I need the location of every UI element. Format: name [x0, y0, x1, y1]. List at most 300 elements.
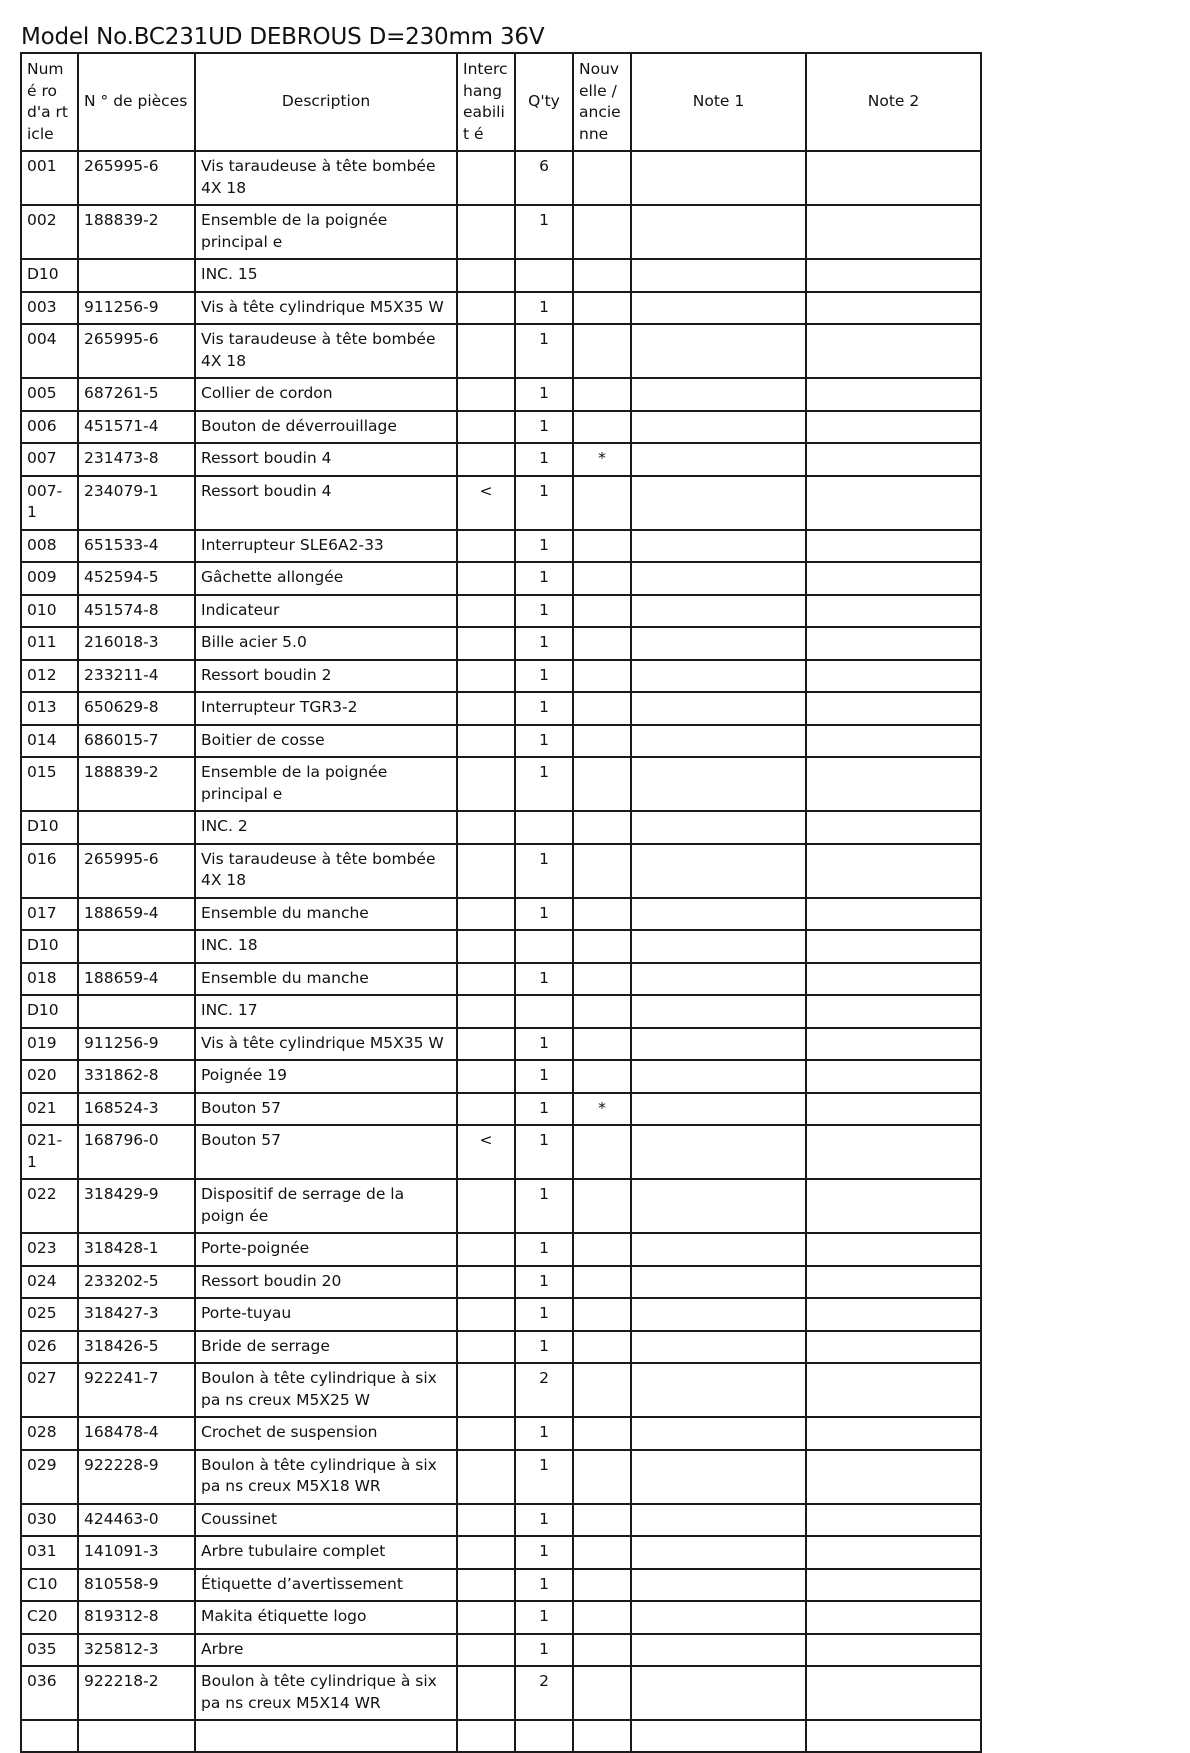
cell-interchangeability: [457, 595, 515, 628]
cell-new-old: [573, 757, 631, 811]
cell-article-number: 002: [21, 205, 78, 259]
cell-description: Ressort boudin 2: [195, 660, 457, 693]
cell-note-1: [631, 1266, 806, 1299]
cell-quantity: 1: [515, 963, 573, 996]
cell-new-old: [573, 1634, 631, 1667]
cell-new-old: [573, 1331, 631, 1364]
cell-note-1: [631, 259, 806, 292]
cell-note-2: [806, 930, 981, 963]
table-row: [21, 1504, 981, 1537]
table-row: [21, 595, 981, 628]
cell-note-2: [806, 1028, 981, 1061]
header-new-old: Nouv elle / ancie nne: [573, 53, 631, 151]
cell-part-number: 651533-4: [78, 530, 195, 563]
cell-description: INC. 2: [195, 811, 457, 844]
cell-note-2: [806, 1569, 981, 1602]
cell-article-number: D10: [21, 995, 78, 1028]
cell-interchangeability: [457, 1363, 515, 1417]
cell-quantity: 1: [515, 1417, 573, 1450]
cell-part-number: 318426-5: [78, 1331, 195, 1364]
cell-part-number: 265995-6: [78, 844, 195, 898]
cell-article-number: [21, 1720, 78, 1752]
header-note-2: Note 2: [806, 53, 981, 151]
cell-part-number: 810558-9: [78, 1569, 195, 1602]
cell-part-number: 451571-4: [78, 411, 195, 444]
table-row: [21, 898, 981, 931]
cell-article-number: 021: [21, 1093, 78, 1126]
cell-description: Makita étiquette logo: [195, 1601, 457, 1634]
cell-part-number: 231473-8: [78, 443, 195, 476]
cell-quantity: [515, 811, 573, 844]
cell-note-2: [806, 1331, 981, 1364]
cell-part-number: 922241-7: [78, 1363, 195, 1417]
cell-note-1: [631, 411, 806, 444]
cell-part-number: 452594-5: [78, 562, 195, 595]
cell-article-number: 012: [21, 660, 78, 693]
cell-new-old: [573, 844, 631, 898]
cell-part-number: 216018-3: [78, 627, 195, 660]
cell-article-number: C10: [21, 1569, 78, 1602]
cell-note-2: [806, 1298, 981, 1331]
table-row: [21, 1125, 981, 1179]
cell-article-number: 009: [21, 562, 78, 595]
cell-quantity: 1: [515, 1634, 573, 1667]
table-row: [21, 1634, 981, 1667]
cell-note-1: [631, 1601, 806, 1634]
cell-interchangeability: [457, 562, 515, 595]
cell-interchangeability: [457, 1179, 515, 1233]
cell-note-1: [631, 627, 806, 660]
cell-part-number: 318428-1: [78, 1233, 195, 1266]
cell-article-number: D10: [21, 930, 78, 963]
cell-new-old: [573, 562, 631, 595]
cell-note-2: [806, 151, 981, 205]
cell-interchangeability: [457, 1504, 515, 1537]
cell-note-2: [806, 898, 981, 931]
cell-note-1: [631, 1666, 806, 1720]
cell-note-2: [806, 530, 981, 563]
cell-quantity: 1: [515, 627, 573, 660]
cell-note-2: [806, 205, 981, 259]
cell-new-old: [573, 1450, 631, 1504]
cell-quantity: 1: [515, 562, 573, 595]
cell-note-1: [631, 595, 806, 628]
cell-note-1: [631, 660, 806, 693]
cell-note-1: [631, 1569, 806, 1602]
cell-description: Coussinet: [195, 1504, 457, 1537]
cell-article-number: 025: [21, 1298, 78, 1331]
cell-note-2: [806, 1504, 981, 1537]
cell-note-1: [631, 1179, 806, 1233]
table-row: [21, 1060, 981, 1093]
cell-note-2: [806, 1233, 981, 1266]
cell-quantity: 1: [515, 1233, 573, 1266]
cell-new-old: [573, 1179, 631, 1233]
cell-note-1: [631, 844, 806, 898]
cell-quantity: 1: [515, 1266, 573, 1299]
cell-new-old: [573, 292, 631, 325]
cell-note-1: [631, 1093, 806, 1126]
header-description: Description: [195, 53, 457, 151]
cell-note-2: [806, 995, 981, 1028]
table-row: [21, 995, 981, 1028]
cell-quantity: 1: [515, 1504, 573, 1537]
cell-note-1: [631, 1450, 806, 1504]
header-interchangeability: Interc hang eabilit é: [457, 53, 515, 151]
cell-quantity: 1: [515, 324, 573, 378]
table-row: [21, 757, 981, 811]
cell-description: INC. 15: [195, 259, 457, 292]
cell-new-old: [573, 1298, 631, 1331]
cell-part-number: 325812-3: [78, 1634, 195, 1667]
cell-note-2: [806, 324, 981, 378]
cell-description: Boitier de cosse: [195, 725, 457, 758]
cell-description: Bille acier 5.0: [195, 627, 457, 660]
table-row: [21, 530, 981, 563]
cell-interchangeability: [457, 411, 515, 444]
cell-quantity: 1: [515, 898, 573, 931]
cell-interchangeability: [457, 205, 515, 259]
cell-note-1: [631, 1504, 806, 1537]
cell-interchangeability: [457, 1417, 515, 1450]
cell-note-2: [806, 660, 981, 693]
cell-description: Collier de cordon: [195, 378, 457, 411]
cell-interchangeability: [457, 1634, 515, 1667]
cell-interchangeability: [457, 1569, 515, 1602]
cell-note-2: [806, 443, 981, 476]
cell-article-number: 014: [21, 725, 78, 758]
table-row: [21, 476, 981, 530]
table-row: [21, 1266, 981, 1299]
cell-article-number: 010: [21, 595, 78, 628]
cell-note-1: [631, 1363, 806, 1417]
cell-description: Ensemble de la poignée principal e: [195, 205, 457, 259]
cell-quantity: 1: [515, 205, 573, 259]
table-row: [21, 1450, 981, 1504]
cell-new-old: [573, 660, 631, 693]
cell-note-1: [631, 1634, 806, 1667]
cell-note-2: [806, 963, 981, 996]
table-body: [21, 151, 981, 1752]
cell-description: Poignée 19: [195, 1060, 457, 1093]
table-row: [21, 411, 981, 444]
table-row: [21, 324, 981, 378]
cell-article-number: 029: [21, 1450, 78, 1504]
cell-new-old: [573, 963, 631, 996]
cell-interchangeability: [457, 1666, 515, 1720]
header-quantity: Q'ty: [515, 53, 573, 151]
table-row: [21, 1536, 981, 1569]
cell-quantity: 1: [515, 1536, 573, 1569]
cell-interchangeability: <: [457, 1125, 515, 1179]
table-row: [21, 378, 981, 411]
header-article-number: Numé ro d'a rticle: [21, 53, 78, 151]
table-row: [21, 627, 981, 660]
cell-quantity: 1: [515, 378, 573, 411]
cell-note-2: [806, 595, 981, 628]
cell-note-2: [806, 1060, 981, 1093]
cell-quantity: 1: [515, 1179, 573, 1233]
cell-quantity: [515, 259, 573, 292]
cell-interchangeability: [457, 1601, 515, 1634]
cell-quantity: 1: [515, 1125, 573, 1179]
cell-article-number: 035: [21, 1634, 78, 1667]
cell-article-number: 007-1: [21, 476, 78, 530]
cell-article-number: 003: [21, 292, 78, 325]
cell-description: Gâchette allongée: [195, 562, 457, 595]
cell-note-2: [806, 1125, 981, 1179]
cell-part-number: 265995-6: [78, 324, 195, 378]
cell-interchangeability: [457, 930, 515, 963]
cell-article-number: 024: [21, 1266, 78, 1299]
cell-quantity: 2: [515, 1666, 573, 1720]
cell-description: Arbre: [195, 1634, 457, 1667]
cell-note-1: [631, 1233, 806, 1266]
table-row: [21, 1028, 981, 1061]
cell-new-old: [573, 1028, 631, 1061]
cell-new-old: [573, 1504, 631, 1537]
cell-article-number: 008: [21, 530, 78, 563]
cell-part-number: [78, 811, 195, 844]
cell-note-2: [806, 1720, 981, 1752]
cell-new-old: [573, 725, 631, 758]
cell-interchangeability: [457, 378, 515, 411]
cell-article-number: 015: [21, 757, 78, 811]
cell-article-number: 020: [21, 1060, 78, 1093]
table-row: [21, 1179, 981, 1233]
cell-note-1: [631, 1417, 806, 1450]
cell-article-number: 001: [21, 151, 78, 205]
cell-new-old: [573, 1233, 631, 1266]
cell-part-number: 922228-9: [78, 1450, 195, 1504]
cell-quantity: 1: [515, 1601, 573, 1634]
cell-description: Ensemble du manche: [195, 898, 457, 931]
cell-interchangeability: [457, 660, 515, 693]
cell-note-1: [631, 205, 806, 259]
cell-interchangeability: [457, 898, 515, 931]
cell-article-number: 030: [21, 1504, 78, 1537]
cell-note-2: [806, 844, 981, 898]
cell-description: Boulon à tête cylindrique à six pa ns creux M5X14 WR: [195, 1666, 457, 1720]
cell-quantity: 1: [515, 1450, 573, 1504]
table-row: [21, 1569, 981, 1602]
cell-interchangeability: [457, 963, 515, 996]
cell-description: Vis à tête cylindrique M5X35 W: [195, 1028, 457, 1061]
cell-article-number: D10: [21, 811, 78, 844]
cell-description: Boulon à tête cylindrique à six pa ns creux M5X25 W: [195, 1363, 457, 1417]
cell-note-1: [631, 995, 806, 1028]
cell-quantity: [515, 995, 573, 1028]
cell-interchangeability: [457, 692, 515, 725]
cell-description: INC. 18: [195, 930, 457, 963]
cell-quantity: 1: [515, 595, 573, 628]
table-header-row: [21, 53, 981, 151]
cell-note-2: [806, 627, 981, 660]
cell-note-1: [631, 1125, 806, 1179]
cell-article-number: 028: [21, 1417, 78, 1450]
table-row: [21, 205, 981, 259]
cell-note-1: [631, 725, 806, 758]
cell-quantity: 1: [515, 757, 573, 811]
cell-note-2: [806, 757, 981, 811]
cell-note-1: [631, 811, 806, 844]
cell-interchangeability: [457, 1720, 515, 1752]
cell-part-number: 234079-1: [78, 476, 195, 530]
cell-quantity: 1: [515, 1060, 573, 1093]
table-row: [21, 811, 981, 844]
cell-quantity: 1: [515, 660, 573, 693]
cell-new-old: [573, 1601, 631, 1634]
cell-new-old: [573, 324, 631, 378]
cell-interchangeability: [457, 811, 515, 844]
cell-description: Vis taraudeuse à tête bombée 4X 18: [195, 844, 457, 898]
cell-quantity: 1: [515, 844, 573, 898]
cell-part-number: 168524-3: [78, 1093, 195, 1126]
cell-part-number: 922218-2: [78, 1666, 195, 1720]
table-row: [21, 151, 981, 205]
cell-note-2: [806, 1601, 981, 1634]
cell-note-1: [631, 1720, 806, 1752]
cell-new-old: [573, 995, 631, 1028]
cell-interchangeability: [457, 1093, 515, 1126]
cell-interchangeability: [457, 151, 515, 205]
cell-note-2: [806, 411, 981, 444]
cell-description: Bouton de déverrouillage: [195, 411, 457, 444]
cell-article-number: 019: [21, 1028, 78, 1061]
cell-note-1: [631, 963, 806, 996]
table-row: [21, 1233, 981, 1266]
cell-new-old: *: [573, 443, 631, 476]
cell-note-1: [631, 530, 806, 563]
cell-new-old: [573, 627, 631, 660]
cell-part-number: 819312-8: [78, 1601, 195, 1634]
cell-part-number: 141091-3: [78, 1536, 195, 1569]
cell-note-2: [806, 1536, 981, 1569]
cell-new-old: [573, 692, 631, 725]
cell-note-2: [806, 1666, 981, 1720]
cell-interchangeability: [457, 443, 515, 476]
cell-note-1: [631, 324, 806, 378]
cell-quantity: 1: [515, 1298, 573, 1331]
cell-description: Porte-poignée: [195, 1233, 457, 1266]
cell-note-1: [631, 930, 806, 963]
cell-part-number: 168478-4: [78, 1417, 195, 1450]
cell-article-number: 022: [21, 1179, 78, 1233]
cell-article-number: 011: [21, 627, 78, 660]
cell-description: Porte-tuyau: [195, 1298, 457, 1331]
cell-quantity: 1: [515, 725, 573, 758]
cell-new-old: [573, 151, 631, 205]
cell-interchangeability: [457, 1536, 515, 1569]
parts-table: [20, 52, 982, 1753]
table-row: [21, 1666, 981, 1720]
cell-note-1: [631, 898, 806, 931]
cell-new-old: [573, 476, 631, 530]
cell-interchangeability: [457, 995, 515, 1028]
cell-description: Interrupteur TGR3-2: [195, 692, 457, 725]
cell-interchangeability: [457, 324, 515, 378]
cell-quantity: 1: [515, 530, 573, 563]
table-row: [21, 1720, 981, 1752]
cell-part-number: [78, 995, 195, 1028]
cell-part-number: 911256-9: [78, 292, 195, 325]
cell-article-number: 027: [21, 1363, 78, 1417]
cell-note-1: [631, 292, 806, 325]
cell-note-1: [631, 1331, 806, 1364]
cell-new-old: [573, 1666, 631, 1720]
cell-interchangeability: [457, 844, 515, 898]
cell-interchangeability: [457, 1298, 515, 1331]
cell-new-old: [573, 1266, 631, 1299]
cell-part-number: [78, 1720, 195, 1752]
cell-note-2: [806, 378, 981, 411]
cell-part-number: 233211-4: [78, 660, 195, 693]
cell-article-number: 018: [21, 963, 78, 996]
cell-article-number: 004: [21, 324, 78, 378]
cell-note-2: [806, 1266, 981, 1299]
table-row: [21, 1417, 981, 1450]
cell-note-1: [631, 1028, 806, 1061]
cell-new-old: [573, 530, 631, 563]
cell-description: Crochet de suspension: [195, 1417, 457, 1450]
cell-part-number: 188659-4: [78, 898, 195, 931]
header-part-number: N ° de pièces: [78, 53, 195, 151]
cell-description: Ressort boudin 4: [195, 476, 457, 530]
cell-new-old: [573, 1720, 631, 1752]
cell-part-number: 188659-4: [78, 963, 195, 996]
cell-interchangeability: [457, 1028, 515, 1061]
cell-part-number: [78, 930, 195, 963]
cell-part-number: 687261-5: [78, 378, 195, 411]
header-note-1: Note 1: [631, 53, 806, 151]
cell-part-number: 911256-9: [78, 1028, 195, 1061]
cell-article-number: 017: [21, 898, 78, 931]
cell-new-old: [573, 1060, 631, 1093]
cell-note-1: [631, 757, 806, 811]
cell-new-old: [573, 595, 631, 628]
cell-note-1: [631, 378, 806, 411]
table-row: [21, 1601, 981, 1634]
cell-interchangeability: [457, 627, 515, 660]
cell-description: Bride de serrage: [195, 1331, 457, 1364]
cell-description: Boulon à tête cylindrique à six pa ns creux M5X18 WR: [195, 1450, 457, 1504]
cell-article-number: D10: [21, 259, 78, 292]
cell-note-2: [806, 476, 981, 530]
cell-interchangeability: [457, 1060, 515, 1093]
parts-table-container: [20, 52, 980, 1712]
table-row: [21, 725, 981, 758]
cell-quantity: 1: [515, 411, 573, 444]
table-row: [21, 259, 981, 292]
cell-part-number: [78, 259, 195, 292]
cell-quantity: 1: [515, 692, 573, 725]
cell-quantity: [515, 930, 573, 963]
cell-note-1: [631, 1298, 806, 1331]
cell-description: Vis à tête cylindrique M5X35 W: [195, 292, 457, 325]
cell-part-number: 650629-8: [78, 692, 195, 725]
table-row: [21, 692, 981, 725]
cell-note-2: [806, 1417, 981, 1450]
table-row: [21, 844, 981, 898]
cell-interchangeability: [457, 1233, 515, 1266]
cell-new-old: [573, 898, 631, 931]
cell-new-old: [573, 259, 631, 292]
cell-description: INC. 17: [195, 995, 457, 1028]
cell-interchangeability: [457, 757, 515, 811]
cell-interchangeability: <: [457, 476, 515, 530]
cell-quantity: 1: [515, 292, 573, 325]
table-row: [21, 562, 981, 595]
